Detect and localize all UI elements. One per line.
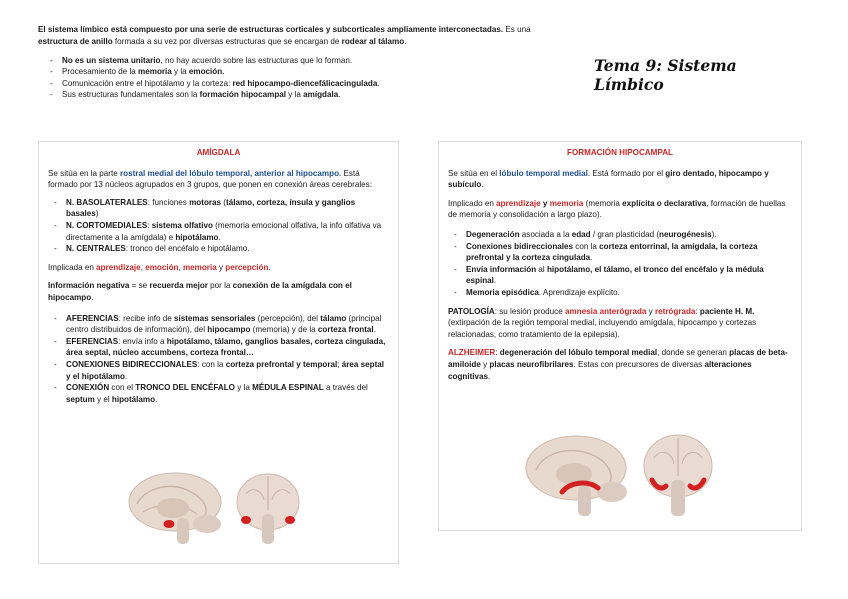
highlight: percepción — [225, 262, 269, 272]
bold: Memoria episódica — [466, 287, 539, 297]
bold: CONEXIÓN — [66, 383, 110, 393]
text: . Está formado por 13 núcleos agrupados en 3 grupos, que ponen en conexión áreas cerebrales: — [48, 168, 372, 190]
brain-sagittal-hippocampus-illustration — [522, 430, 634, 524]
bold: CONEXIONES BIDIRECCIONALES — [66, 359, 198, 369]
text: . — [218, 232, 221, 242]
text: y — [480, 359, 490, 369]
nucleus-item — [48, 243, 389, 255]
connection-item — [48, 313, 389, 336]
text: . Está formado por el — [587, 168, 666, 178]
text: : con la — [197, 359, 226, 369]
text: : — [147, 220, 152, 230]
bold: conexión de la amígdala con el hipocampo — [48, 281, 352, 302]
intro-bullet — [44, 55, 548, 67]
text: . — [493, 276, 497, 286]
intro-text-2: interconectadas. — [438, 25, 504, 34]
hipocampo-location — [448, 168, 792, 191]
intro-bullet — [44, 66, 548, 78]
bullet-bold: formación hipocampal — [199, 90, 287, 100]
bullet-text: , no hay acuerdo sobre las estructuras que lo forman. — [160, 55, 353, 65]
bold: edad — [571, 229, 591, 239]
hipocampo-title: FORMACIÓN HIPOCAMPAL — [567, 148, 673, 157]
hipocampo-implication — [448, 198, 792, 221]
text: con la — [573, 241, 600, 251]
text: Se sitúa en el — [448, 168, 500, 178]
text: ( — [221, 197, 226, 207]
text: y — [646, 306, 655, 316]
bold: hipotálamo — [175, 232, 219, 242]
bold: placas neurofibrilares — [489, 359, 574, 369]
bold: área septal y el hipotálamo — [66, 359, 385, 381]
text: . — [91, 292, 94, 302]
bold: explícita o declarativa — [622, 198, 707, 208]
text: ). — [711, 229, 717, 239]
hipocampo-pathology — [448, 306, 792, 341]
amigdala-location — [48, 168, 389, 191]
text: : — [495, 348, 500, 358]
text: . — [373, 325, 376, 335]
bold: Envía información — [466, 264, 537, 274]
highlight: ALZHEIMER — [448, 348, 496, 358]
bold: Degeneración — [466, 229, 520, 239]
highlight: aprendizaje — [96, 262, 141, 272]
intro-bullet — [44, 89, 548, 101]
text: a través del — [323, 383, 368, 393]
nucleus-item — [48, 197, 389, 220]
hipocampo-item — [448, 229, 792, 241]
bold: septum — [66, 394, 95, 404]
bullet-bold: No es un sistema unitario — [62, 55, 161, 65]
text: . — [155, 394, 158, 404]
highlight: emoción — [145, 262, 179, 272]
bold: sistema olfativo — [151, 220, 213, 230]
text: (percepción), del — [255, 313, 321, 323]
bold: giro dentado, hipocampo y subículo — [448, 168, 769, 190]
amigdala-nuclei-list — [48, 197, 389, 255]
amigdala-connections-list — [48, 313, 389, 406]
text: ; — [337, 359, 342, 369]
bold: AFERENCIAS — [66, 313, 119, 323]
text: y la — [234, 383, 253, 393]
text: = se — [129, 281, 150, 291]
bold: Conexiones bidireccionales — [466, 241, 574, 251]
intro-paragraph — [38, 24, 548, 48]
bullet-text: . — [338, 90, 341, 100]
highlight: rostral medial del lóbulo temporal, anterior al hipocampo — [120, 168, 340, 178]
connection-item — [48, 382, 389, 405]
text: y el — [94, 394, 112, 404]
bullet-bold: memoria — [138, 67, 172, 77]
amigdala-title: AMÍGDALA — [196, 148, 241, 157]
bullet-bold: amígdala — [303, 90, 339, 100]
text: : — [695, 306, 700, 316]
bold: N. BASOLATERALES — [66, 197, 148, 207]
text: . — [590, 253, 593, 263]
bold: tálamo — [320, 313, 347, 323]
text: : envía info a — [118, 336, 167, 346]
text: . Estas con precursores de diversas — [573, 359, 705, 369]
text: (memoria emocional olfativa, la info olfativa va directamente a la amígdala) e — [66, 220, 382, 242]
bold: corteza frontal — [317, 325, 374, 335]
highlight: amnesia anterógrada — [564, 306, 647, 316]
nucleus-item — [48, 220, 389, 243]
bold: recuerda mejor — [149, 281, 208, 291]
intro-bullet — [44, 78, 548, 90]
text: (principal centro distribuidos de información), del — [66, 313, 382, 335]
connection-item — [48, 336, 389, 359]
text: ) — [95, 209, 99, 219]
bullet-text: Comunicación entre el hipotálamo y la corteza: — [62, 78, 233, 88]
highlight: lóbulo temporal medial — [499, 168, 588, 178]
bold: hipocampo — [207, 325, 251, 335]
bullet-text: . — [222, 67, 225, 77]
bold: degeneración del lóbulo temporal medial — [499, 348, 658, 358]
amigdala-negative-info — [48, 280, 389, 303]
bold: motoras — [189, 197, 222, 207]
bold: sistemas sensoriales — [173, 313, 256, 323]
text: . — [488, 371, 491, 381]
bold: tálamo, corteza, ínsula y ganglios basales — [66, 197, 356, 219]
intro-bullets — [38, 55, 548, 101]
brain-sagittal-amygdala-illustration — [125, 468, 230, 550]
text: (extirpación de la región temporal medial, incluyendo amígdala, hipocampo y cortezas relacionadas, como tratamiento de la epilepsia). — [448, 318, 757, 339]
connection-item — [48, 359, 389, 382]
hipocampo-item — [448, 264, 792, 287]
text: Implicado en — [448, 198, 497, 208]
intro-section — [38, 24, 548, 101]
bold: hipotálamo, tálamo, ganglios basales, corteza cingulada, área septal, núcleo accumbens, corteza frontal… — [66, 336, 386, 358]
page-title: Tema 9: Sistema Límbico — [594, 56, 737, 94]
highlight: aprendizaje — [496, 198, 541, 208]
text: : su lesión produce — [494, 306, 565, 316]
text: (memoria) y de la — [250, 325, 318, 335]
bold: Información negativa — [48, 281, 130, 291]
bold: TRONCO DEL ENCÉFALO — [135, 383, 235, 393]
text: Se sitúa en la parte — [48, 168, 120, 178]
hipocampo-alzheimer — [448, 347, 792, 382]
text: . — [481, 180, 484, 190]
text: (memoria — [583, 198, 623, 208]
bold: N. CENTRALES — [66, 244, 126, 254]
bold: alteraciones cognitivas — [448, 359, 752, 381]
bold: paciente H. M. — [699, 306, 755, 316]
bullet-bold: red hipocampo-diencefálicacingulada — [232, 78, 378, 88]
intro-text-1: El sistema límbico está compuesto por una serie de estructuras corticales y subcorticales ampliamente — [38, 25, 437, 34]
text: asociada a la — [519, 229, 572, 239]
text: : recibe info de — [118, 313, 174, 323]
bold: PATOLOGÍA — [448, 306, 495, 316]
bold: hipotálamo, el tálamo, el tronco del encéfalo y la médula espinal — [466, 264, 764, 286]
bold: MÉDULA ESPINAL — [252, 383, 324, 393]
text: con el — [109, 383, 136, 393]
text: / gran plasticidad ( — [590, 229, 660, 239]
bold: neurogénesis — [659, 229, 712, 239]
bold: corteza entorrinal, la amígdala, la corteza prefrontal y la corteza cingulada — [466, 241, 758, 263]
intro-text-3: Es una — [503, 25, 531, 34]
bold: hipotálamo — [111, 394, 156, 404]
hipocampo-item — [448, 287, 792, 299]
bullet-text: Sus estructuras fundamentales son la — [62, 90, 200, 100]
text: . — [124, 371, 128, 381]
intro-text-6: rodear al tálamo — [341, 36, 405, 46]
text: : funciones — [147, 197, 190, 207]
bullet-text: y la — [286, 90, 304, 100]
bold: N. CORTOMEDIALES — [66, 220, 148, 230]
text: , donde se generan — [657, 348, 730, 358]
bullet-text: . — [377, 78, 380, 88]
hipocampo-items-list — [448, 229, 792, 299]
text: por la — [207, 281, 233, 291]
highlight: memoria — [549, 198, 584, 208]
brain-coronal-hippocampus-illustration — [640, 430, 716, 524]
text: . Aprendizaje explícito. — [538, 287, 620, 297]
hipocampo-item — [448, 241, 792, 264]
bullet-text: y la — [171, 67, 189, 77]
bullet-text: Procesamiento de la — [62, 67, 139, 77]
bold: placas de beta-amiloide — [448, 348, 788, 369]
text: Implicada en — [48, 262, 97, 272]
highlight: retrógrada — [654, 306, 696, 316]
text: al — [536, 264, 547, 274]
bold: y — [540, 198, 550, 208]
bullet-bold: emoción — [188, 67, 223, 77]
text: , formación de huellas de memoria y consolidación a largo plazo). — [448, 198, 786, 220]
highlight: memoria — [182, 262, 217, 272]
brain-coronal-amygdala-illustration — [234, 470, 302, 550]
intro-text-7: . — [404, 36, 407, 46]
bold: corteza prefrontal y temporal — [225, 359, 338, 369]
intro-text-5: formada a su vez por diversas estructuras que se encargan de — [112, 36, 342, 46]
text: : tronco del encéfalo e hipotálamo. — [125, 244, 250, 254]
intro-text-4: estructura de anillo — [38, 36, 113, 46]
bold: EFERENCIAS — [66, 336, 119, 346]
amigdala-implication: Implicada en aprendizaje, emoción, memoria y percepción. — [48, 262, 271, 272]
